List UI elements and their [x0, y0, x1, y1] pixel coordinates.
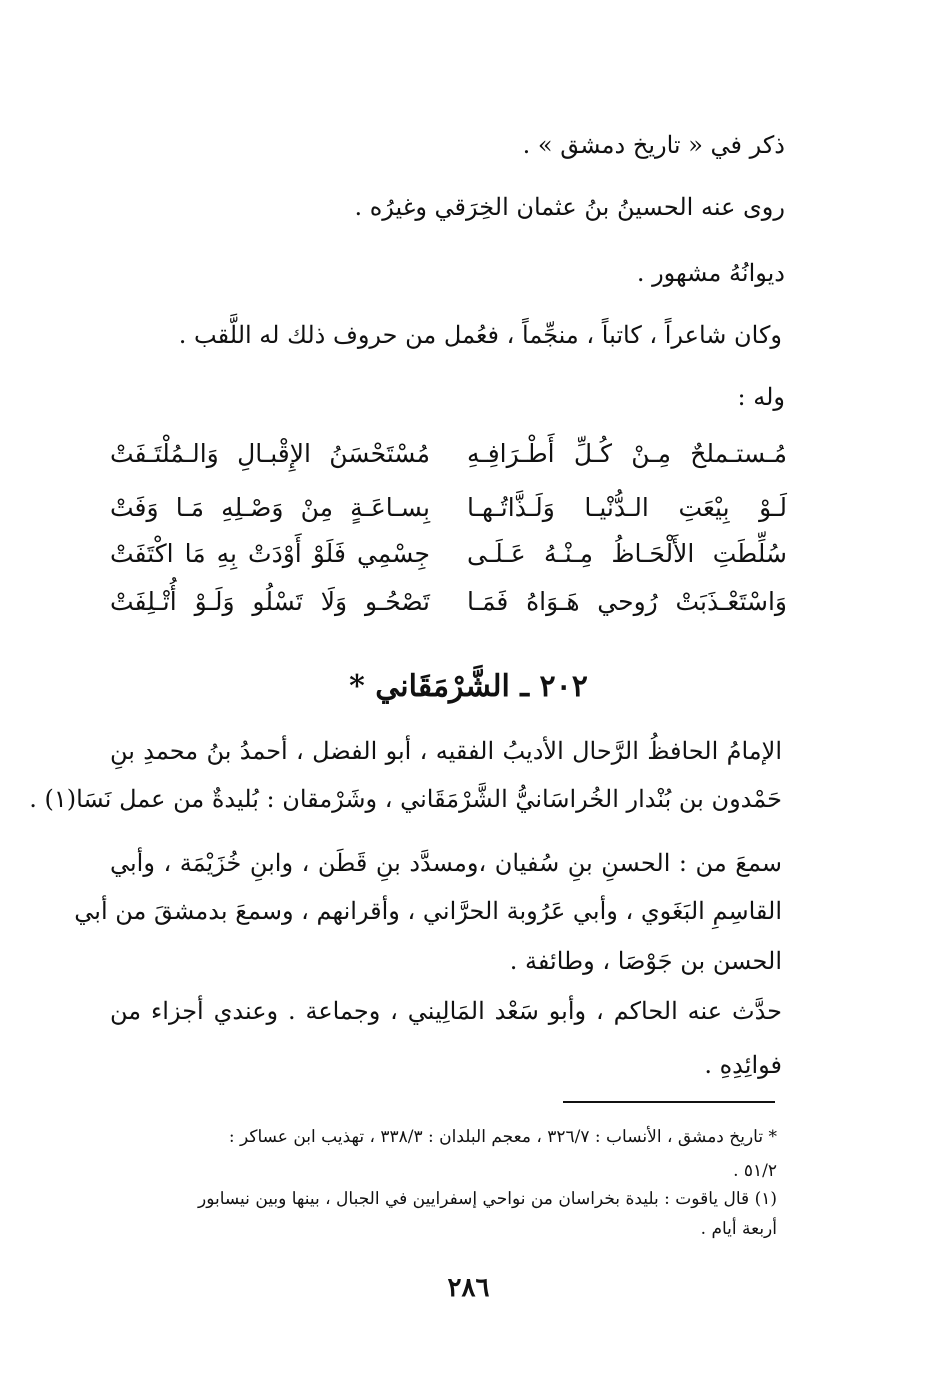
page-number: ٢٨٦: [447, 1273, 490, 1303]
verse-first-hemistich: سُلِّطَتِ الأَلْحَـاظُ مِـنْـهُ عَـلَـى: [467, 539, 787, 568]
text-line-diwan: ديوانُهُ مشهور .: [636, 259, 785, 287]
verse-second-hemistich: تَصْحُـو وَلَا تَسْلُو وَلَـوْ أُتْـلِفَتْ: [110, 587, 430, 616]
footnote-divider: [563, 1101, 775, 1103]
footnote-line: أربعة أيام .: [700, 1219, 777, 1239]
entry-text-line: الحسن بن جَوْصَا ، وطائفة .: [509, 947, 782, 975]
entry-text-line: الإمامُ الحافظُ الرَّحال الأديبُ الفقيه ، أبو الفضل ، أحمدُ بنُ محمدِ بنِ: [110, 737, 782, 765]
footnote-line: * تاريخ دمشق ، الأنساب : ٣٢٦/٧ ، معجم البلدان : ٣٣٨/٣ ، تهذيب ابن عساكر :: [228, 1127, 777, 1147]
entry-heading: ٢٠٢ ـ الشَّرْمَقَاني *: [349, 669, 588, 704]
verse-first-hemistich: مُـستـملحٌ مِـنْ كُـلِّ أَطْـرَافِـهِ: [467, 439, 787, 468]
poem-verse: [110, 534, 787, 574]
footnote-line: ٥١/٢ .: [733, 1161, 777, 1181]
footnote-line: (١) قال ياقوت : بليدة بخراسان من نواحي إسفرايين في الجبال ، بينها وبين نيسابور: [197, 1189, 777, 1209]
entry-text-line: سمعَ من : الحسنِ بنِ سُفيان ،ومسدَّد بنِ قَطَن ، وابنِ خُزَيْمَة ، وأبي: [110, 849, 782, 877]
text-line-description: وكان شاعراً ، كاتباً ، منجِّماً ، فعُمل من حروف ذلك له اللَّقب .: [178, 321, 782, 349]
verse-second-hemistich: جِسْمِي فَلَوْ أَوْدَتْ بِهِ مَا اكْتَفَتْ: [110, 539, 430, 568]
verse-first-hemistich: لَـوْ بِيْعَتِ الـدُّنْيـا وَلَـذَّاتُـهـا: [467, 493, 787, 522]
text-line-dimashq: ذكر في « تاريخ دمشق » .: [522, 131, 785, 159]
entry-text-line: حَمْدون بن بُنْدار الخُراسَانيُّ الشَّرْمَقَاني ، وشَرْمقان : بُليدةٌ من عمل نَسَا(١) .: [29, 785, 782, 813]
poem-verse: [110, 434, 787, 474]
verse-second-hemistich: بِسـاعَـةٍ مِنْ وَصْـلِهِ مَـا وَفَتْ: [110, 493, 430, 522]
entry-text-line: حدَّث عنه الحاكم ، وأبو سَعْد المَالِيني ، وجماعة . وعندي أجزاء من: [110, 997, 782, 1025]
text-line-poem-intro: وله :: [737, 383, 785, 411]
entry-text-line: القاسِمِ البَغَوي ، وأبي عَرُوبة الحرَّاني ، وأقرانهم ، وسمعَ بدمشقَ من أبي: [74, 897, 782, 925]
verse-first-hemistich: وَاسْتَعْـذَبَتْ رُوحي هَـوَاهُ فَمَـا: [467, 587, 787, 616]
poem-verse: [110, 582, 787, 622]
poem-verse: [110, 488, 787, 528]
text-line-narrators: روى عنه الحسينُ بنُ عثمان الخِرَقي وغيرُه .: [354, 193, 785, 221]
verse-second-hemistich: مُسْتَحْسَنُ الإِقْبـالِ وَالـمُلْتَـفَتْ: [110, 439, 430, 468]
entry-text-line: فوائِدِهِ .: [704, 1051, 782, 1079]
